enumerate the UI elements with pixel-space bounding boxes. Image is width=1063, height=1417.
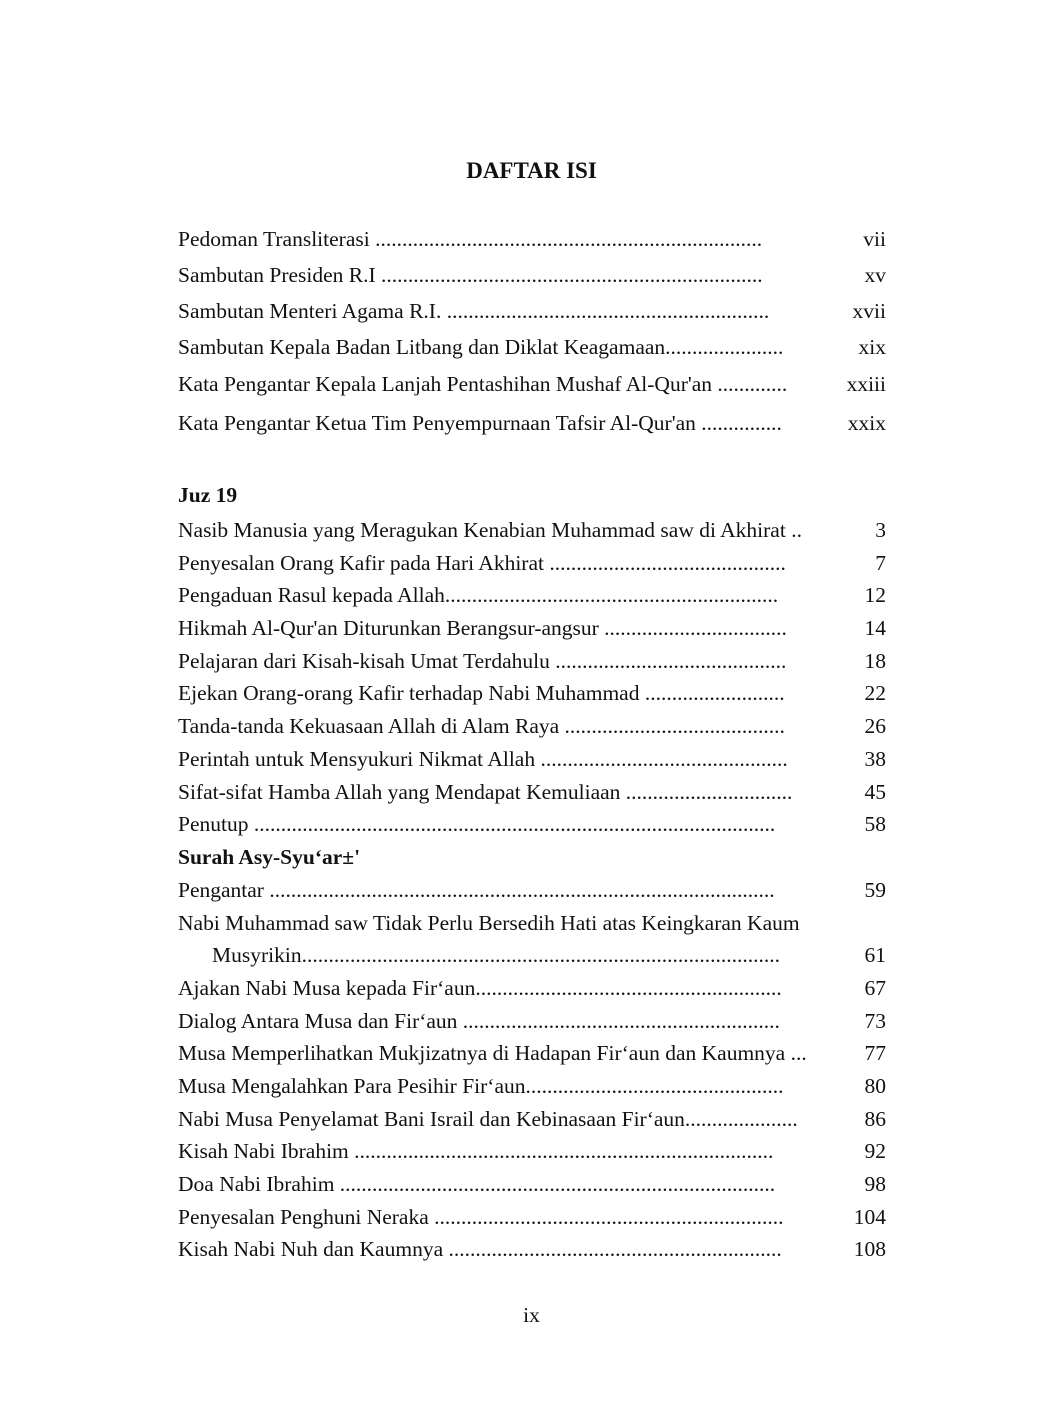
toc-entry[interactable] (178, 1070, 886, 1103)
toc-entry-text: Pedoman Transliterasi ........................................................................ (178, 227, 763, 251)
toc-entry-text: Sambutan Menteri Agama R.I. ............................................................ (178, 299, 770, 323)
toc-entry-page: 77 (864, 1041, 886, 1066)
toc-entry-text: Nasib Manusia yang Meragukan Kenabian Muhammad saw di Akhirat .. (178, 518, 802, 542)
toc-entry[interactable] (178, 710, 886, 743)
toc-entry-line1[interactable]: Nabi Muhammad saw Tidak Perlu Bersedih Hati atas Keingkaran Kaum (178, 910, 800, 935)
toc-entry-page: xvii (852, 299, 886, 323)
toc-entry-page: 108 (853, 1237, 886, 1262)
toc-entry-page: 7 (875, 550, 886, 575)
toc-entry[interactable] (178, 808, 886, 841)
toc-entry-text: Perintah untuk Mensyukuri Nikmat Allah .............................................. (178, 746, 788, 771)
toc-entry-text: Kisah Nabi Nuh dan Kaumnya .............................................................. (178, 1237, 782, 1262)
toc-entry-page: xxiii (846, 372, 886, 396)
toc-entry-page: 38 (864, 746, 886, 771)
toc-entry-text: Tanda-tanda Kekuasaan Allah di Alam Raya ......................................... (178, 714, 785, 739)
toc-entry[interactable] (178, 1201, 886, 1234)
toc-entry[interactable] (178, 547, 886, 580)
toc-entry[interactable] (178, 1005, 886, 1038)
toc-entry[interactable] (178, 404, 886, 443)
toc-entry-page: 61 (864, 943, 886, 968)
toc-entry-page: xix (858, 335, 886, 359)
toc-entry-text: Hikmah Al-Qur'an Diturunkan Berangsur-angsur .................................. (178, 616, 787, 641)
toc-entry-text: Nabi Musa Penyelamat Bani Israil dan Kebinasaan Fir‘aun..................... (178, 1106, 798, 1131)
toc-entry-text: Ajakan Nabi Musa kepada Fir‘aun......................................................... (178, 975, 782, 1000)
juz-heading: Juz 19 (178, 483, 238, 507)
toc-entry[interactable] (178, 677, 886, 710)
toc-entry-text: Sambutan Kepala Badan Litbang dan Diklat Keagamaan...................... (178, 335, 784, 359)
toc-entry-text: Kata Pengantar Kepala Lanjah Pentashihan Mushaf Al-Qur'an ............. (178, 372, 788, 396)
toc-entry[interactable] (178, 874, 886, 907)
toc-entry-text: Musa Memperlihatkan Mukjizatnya di Hadapan Fir‘aun dan Kaumnya ... (178, 1041, 807, 1066)
toc-entry-text: Musyrikin......................................................................................... (212, 943, 780, 968)
toc-entry[interactable] (178, 972, 886, 1005)
toc-entry-text: Pengantar .............................................................................................. (178, 877, 775, 902)
toc-entry[interactable] (178, 365, 886, 404)
toc-entry-page: 26 (864, 714, 886, 739)
toc-entry-text: Ejekan Orang-orang Kafir terhadap Nabi Muhammad .......................... (178, 681, 785, 706)
toc-entry-text: Musa Mengalahkan Para Pesihir Fir‘aun................................................ (178, 1074, 784, 1098)
toc-entry[interactable] (178, 257, 886, 293)
toc-entry-page: 22 (864, 681, 886, 706)
toc-entry-page: 45 (864, 779, 886, 804)
toc-entry-page: 86 (864, 1106, 886, 1131)
toc-entry-text: Doa Nabi Ibrahim ................................................................................. (178, 1172, 776, 1197)
toc-entry[interactable] (178, 776, 886, 809)
front-matter-list (178, 221, 886, 443)
toc-entry[interactable] (178, 939, 886, 972)
toc-entry-page: 80 (864, 1074, 886, 1098)
toc-entry-page: 73 (864, 1008, 886, 1033)
toc-entry-page: 58 (864, 812, 886, 837)
toc-entry[interactable] (178, 514, 886, 547)
page-number: ix (523, 1303, 540, 1327)
toc-entry[interactable] (178, 579, 886, 612)
page-title: DAFTAR ISI (466, 158, 597, 183)
toc-entry-text: Pengaduan Rasul kepada Allah.............................................................. (178, 583, 779, 608)
toc-entry-text: Sifat-sifat Hamba Allah yang Mendapat Kemuliaan ............................... (178, 779, 793, 804)
toc-entry[interactable] (178, 221, 886, 257)
toc-entry[interactable] (178, 1037, 886, 1070)
toc-entry-text: Penyesalan Orang Kafir pada Hari Akhirat ............................................ (178, 550, 786, 575)
toc-entry-text: Dialog Antara Musa dan Fir‘aun ........................................................... (178, 1008, 780, 1033)
toc-entry-page: vii (863, 227, 886, 251)
toc-entry[interactable] (178, 1233, 886, 1266)
toc-entry-page: 14 (864, 616, 886, 641)
toc-entry-page: 67 (864, 975, 886, 1000)
toc-entry[interactable] (178, 645, 886, 678)
toc-entry-page: 104 (853, 1204, 886, 1229)
toc-entry-page: 3 (875, 518, 886, 542)
toc-entry-text: Kisah Nabi Ibrahim .............................................................................. (178, 1139, 774, 1164)
toc-entry[interactable] (178, 1168, 886, 1201)
toc-entry[interactable] (178, 329, 886, 365)
toc-entry-text: Kata Pengantar Ketua Tim Penyempurnaan Tafsir Al-Qur'an ............... (178, 411, 782, 435)
toc-entry-page: 59 (864, 877, 886, 902)
toc-entry-text: Sambutan Presiden R.I ....................................................................... (178, 263, 763, 287)
toc-entry-page: xxix (847, 411, 886, 435)
juz-section (178, 476, 886, 1266)
toc-entry-page: 18 (864, 648, 886, 673)
toc-entry[interactable] (178, 1103, 886, 1136)
surah-heading: Surah Asy-Syu‘ar±' (178, 844, 361, 869)
toc-entry[interactable] (178, 743, 886, 776)
toc-entry-text: Penyesalan Penghuni Neraka ................................................................. (178, 1204, 784, 1229)
toc-entry[interactable] (178, 612, 886, 645)
toc-entry[interactable] (178, 1135, 886, 1168)
toc-entry-page: 92 (864, 1139, 886, 1164)
toc-entry-page: 98 (864, 1172, 886, 1197)
toc-entry-text: Pelajaran dari Kisah-kisah Umat Terdahulu ........................................... (178, 648, 787, 673)
toc-entry-text: Penutup ................................................................................................. (178, 812, 776, 837)
toc-entry-page: 12 (864, 583, 886, 608)
toc-entry-page: xv (864, 263, 886, 287)
toc-entry[interactable] (178, 293, 886, 329)
